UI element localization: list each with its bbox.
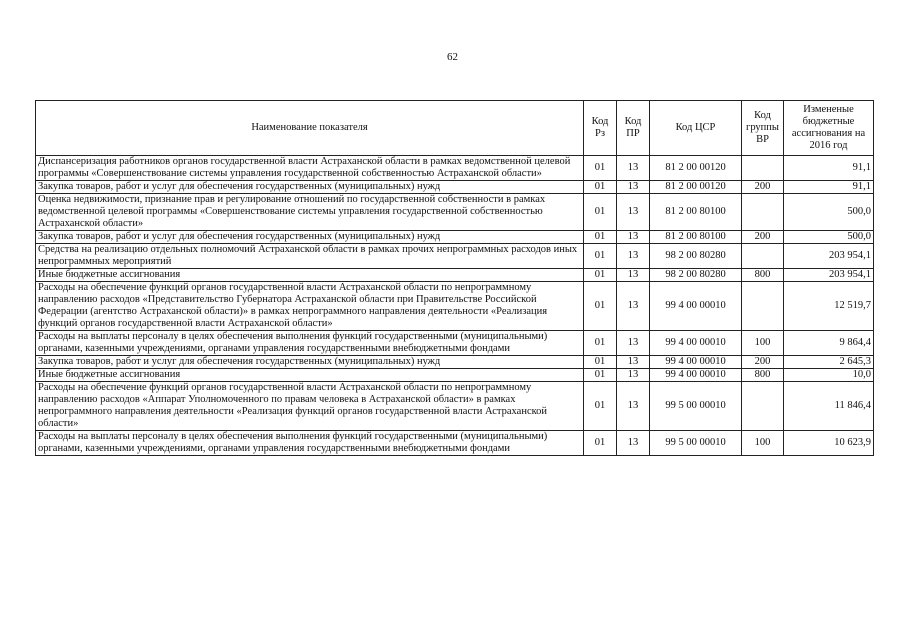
- table-row: [36, 156, 874, 181]
- cell-name: Закупка товаров, работ и услуг для обеспечения государственных (муниципальных) нужд: [36, 231, 584, 244]
- cell-name: Закупка товаров, работ и услуг для обеспечения государственных (муниципальных) нужд: [36, 181, 584, 194]
- cell-pr: 13: [617, 231, 650, 244]
- cell-pr: 13: [617, 194, 650, 231]
- cell-name: Диспансеризация работников органов государственной власти Астраханской области в рамках ведомственной целевой программы «Совершенствование системы управления государственной собственностью Астраханской области»: [36, 156, 584, 181]
- cell-name: Оценка недвижимости, признание прав и регулирование отношений по государственной собственности в рамках ведомственной целевой программы «Совершенствование системы управления государственной собственностью Астраханской области»: [36, 194, 584, 231]
- cell-csr: 99 5 00 00010: [650, 431, 742, 456]
- cell-amount: 203 954,1: [784, 269, 874, 282]
- cell-amount: 500,0: [784, 231, 874, 244]
- table-row: [36, 269, 874, 282]
- budget-table: [35, 100, 874, 456]
- cell-csr: 81 2 00 80100: [650, 231, 742, 244]
- cell-amount: 11 846,4: [784, 382, 874, 431]
- page-number: 62: [447, 51, 458, 63]
- cell-rz: 01: [584, 356, 617, 369]
- cell-pr: 13: [617, 282, 650, 331]
- cell-rz: 01: [584, 431, 617, 456]
- cell-rz: 01: [584, 244, 617, 269]
- cell-pr: 13: [617, 356, 650, 369]
- cell-vr: 800: [742, 269, 784, 282]
- cell-rz: 01: [584, 194, 617, 231]
- header-pr: Код ПР: [617, 101, 650, 156]
- cell-rz: 01: [584, 382, 617, 431]
- cell-amount: 9 864,4: [784, 331, 874, 356]
- table-row: [36, 244, 874, 269]
- table-row: [36, 181, 874, 194]
- cell-vr: 100: [742, 431, 784, 456]
- cell-pr: 13: [617, 431, 650, 456]
- cell-amount: 500,0: [784, 194, 874, 231]
- cell-name: Иные бюджетные ассигнования: [36, 269, 584, 282]
- cell-amount: 203 954,1: [784, 244, 874, 269]
- cell-vr: 800: [742, 369, 784, 382]
- cell-csr: 81 2 00 00120: [650, 156, 742, 181]
- cell-csr: 81 2 00 00120: [650, 181, 742, 194]
- cell-amount: 91,1: [784, 156, 874, 181]
- cell-pr: 13: [617, 181, 650, 194]
- table-row: [36, 194, 874, 231]
- cell-pr: 13: [617, 369, 650, 382]
- cell-rz: 01: [584, 369, 617, 382]
- cell-vr: [742, 156, 784, 181]
- cell-amount: 12 519,7: [784, 282, 874, 331]
- cell-amount: 10,0: [784, 369, 874, 382]
- table-row: [36, 369, 874, 382]
- cell-rz: 01: [584, 331, 617, 356]
- cell-vr: 200: [742, 181, 784, 194]
- cell-csr: 99 4 00 00010: [650, 331, 742, 356]
- cell-amount: 91,1: [784, 181, 874, 194]
- cell-rz: 01: [584, 282, 617, 331]
- header-csr: Код ЦСР: [650, 101, 742, 156]
- header-amount: Измененые бюджетные ассигнования на 2016 год: [784, 101, 874, 156]
- cell-rz: 01: [584, 156, 617, 181]
- cell-vr: 200: [742, 356, 784, 369]
- cell-csr: 98 2 00 80280: [650, 244, 742, 269]
- cell-pr: 13: [617, 382, 650, 431]
- cell-rz: 01: [584, 181, 617, 194]
- cell-csr: 99 4 00 00010: [650, 356, 742, 369]
- cell-name: Иные бюджетные ассигнования: [36, 369, 584, 382]
- cell-vr: [742, 194, 784, 231]
- cell-csr: 99 4 00 00010: [650, 282, 742, 331]
- header-vr: Код группы ВР: [742, 101, 784, 156]
- table-row: [36, 431, 874, 456]
- cell-name: Расходы на выплаты персоналу в целях обеспечения выполнения функций государственными (муниципальными) органами, казенными учреждениями, органами управления государственными внебюджетными фондами: [36, 331, 584, 356]
- cell-pr: 13: [617, 269, 650, 282]
- cell-name: Расходы на выплаты персоналу в целях обеспечения выполнения функций государственными (муниципальными) органами, казенными учреждениями, органами управления государственными внебюджетными фондами: [36, 431, 584, 456]
- cell-name: Расходы на обеспечение функций органов государственной власти Астраханской области по непрограммному направлению расходов «Представительство Губернатора Астраханской области при Правительстве Российской Федерации (агентство Астраханской области)» в рамках непрограммного направления деятельности «Реализация функций органов государственной власти Астраханской области»: [36, 282, 584, 331]
- cell-name: Средства на реализацию отдельных полномочий Астраханской области в рамках прочих непрограммных расходов иных непрограммных мероприятий: [36, 244, 584, 269]
- cell-pr: 13: [617, 331, 650, 356]
- table-row: [36, 356, 874, 369]
- cell-name: Закупка товаров, работ и услуг для обеспечения государственных (муниципальных) нужд: [36, 356, 584, 369]
- table-header-row: [36, 101, 874, 156]
- cell-csr: 81 2 00 80100: [650, 194, 742, 231]
- cell-vr: [742, 382, 784, 431]
- cell-pr: 13: [617, 244, 650, 269]
- cell-rz: 01: [584, 269, 617, 282]
- table-row: [36, 282, 874, 331]
- cell-amount: 10 623,9: [784, 431, 874, 456]
- cell-vr: 200: [742, 231, 784, 244]
- header-name: Наименование показателя: [36, 101, 584, 156]
- cell-vr: [742, 244, 784, 269]
- cell-name: Расходы на обеспечение функций органов государственной власти Астраханской области по непрограммному направлению расходов «Аппарат Уполномоченного по правам человека в Астраханской области» в рамках непрограммного направления деятельности «Реализация функций органов государственной власти Астраханской области»: [36, 382, 584, 431]
- cell-pr: 13: [617, 156, 650, 181]
- table-row: [36, 382, 874, 431]
- cell-amount: 2 645,3: [784, 356, 874, 369]
- cell-vr: 100: [742, 331, 784, 356]
- cell-csr: 99 4 00 00010: [650, 369, 742, 382]
- cell-vr: [742, 282, 784, 331]
- cell-csr: 98 2 00 80280: [650, 269, 742, 282]
- table-row: [36, 231, 874, 244]
- table-row: [36, 331, 874, 356]
- header-rz: Код Рз: [584, 101, 617, 156]
- cell-rz: 01: [584, 231, 617, 244]
- cell-csr: 99 5 00 00010: [650, 382, 742, 431]
